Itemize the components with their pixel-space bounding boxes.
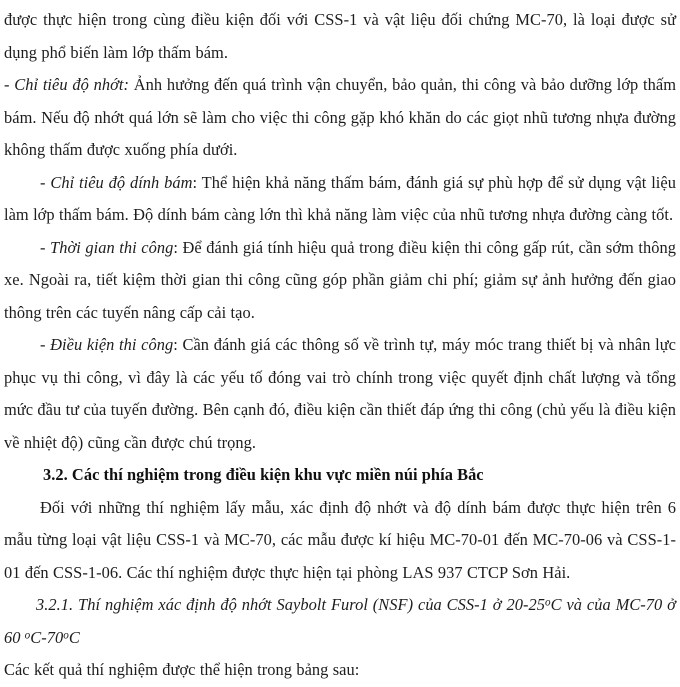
construction-time-body: : Để đánh giá tính hiệu quả trong điều kiện thi công gấp rút, cần sớm thông xe. Ngoài ra, tiết kiệm thời gian thi công cũng góp phần giảm chi phí; giảm sự ảnh hưởng đến giao thông trên các tuyến nâng cấp cải tạo. [4,237,676,322]
construction-conditions-label: - Điều kiện thi công [40,335,174,354]
subheading-part-1: 3.2.1. Thí nghiệm xác định độ nhớt Saybolt Furol (NSF) của CSS-1 ở 20-25 [36,595,545,614]
degree-symbol-2: o [24,628,31,641]
paragraph-continuation: được thực hiện trong cùng điều kiện đối với CSS-1 và vật liệu đối chứng MC-70, là loại được sử dụng phổ biến làm lớp thấm bám. [4,10,676,62]
viscosity-criterion-body: Ảnh hưởng đến quá trình vận chuyển, bảo quản, thi công và bảo dưỡng lớp thấm bám. Nếu độ nhớt quá lớn sẽ làm cho việc thi công gặp khó khăn do các giọt nhũ tương nhựa đường không thấm được xuống phía dưới. [4,75,676,159]
degree-symbol-1: o [544,596,551,609]
subheading-part-3: C-70 [30,627,64,647]
paragraph-closing: Các kết quả thí nghiệm được thể hiện trong bảng sau: [4,660,360,679]
heading-section-3-2: 3.2. Các thí nghiệm trong điều kiện khu vực miền núi phía Bắc [43,465,484,484]
subheading-part-4: C [68,627,80,647]
subheading-part-2: C và của MC-70 ở 60 [4,595,676,647]
viscosity-criterion-label: - Chỉ tiêu độ nhớt: [4,75,129,94]
paragraph-construction-time [4,232,676,330]
construction-conditions-body: : Cần đánh giá các thông số về trình tự, máy móc trang thiết bị và nhân lực phục vụ thi công, vì đây là các yếu tố đóng vai trò chính trong việc quyết định chất lượng và tổng mức đầu tư của tuyến đường. Bên cạnh đó, điều kiện cần thiết đáp ứng thi công (chủ yếu là điều kiện về nhiệt độ) cũng cần được chú trọng. [4,335,676,452]
degree-symbol-3: o [63,628,69,641]
adhesion-criterion-body: : Thể hiện khả năng thấm bám, đánh giá sự phù hợp để sử dụng vật liệu làm lớp thấm bám. Độ dính bám càng lớn thì khả năng làm việc của nhũ tương nhựa đường càng tốt. [4,172,676,224]
heading-section-3-2-1 [4,589,676,654]
paragraph-viscosity-criterion [4,69,676,167]
paragraph-sample-description: Đối với những thí nghiệm lấy mẫu, xác định độ nhớt và độ dính bám được thực hiện trên 6 mẫu từng loại vật liệu CSS-1 và MC-70, các mẫu được kí hiệu MC-70-01 đến MC-70-06 và CSS-1-01 đến CSS-1-06. Các thí nghiệm được thực hiện tại phòng LAS 937 CTCP Sơn Hải. [4,497,676,582]
adhesion-criterion-label: - Chỉ tiêu độ dính bám [40,172,193,192]
paragraph-adhesion-criterion [4,167,676,232]
construction-time-label: - Thời gian thi công [40,237,174,257]
paragraph-construction-conditions [4,329,676,459]
